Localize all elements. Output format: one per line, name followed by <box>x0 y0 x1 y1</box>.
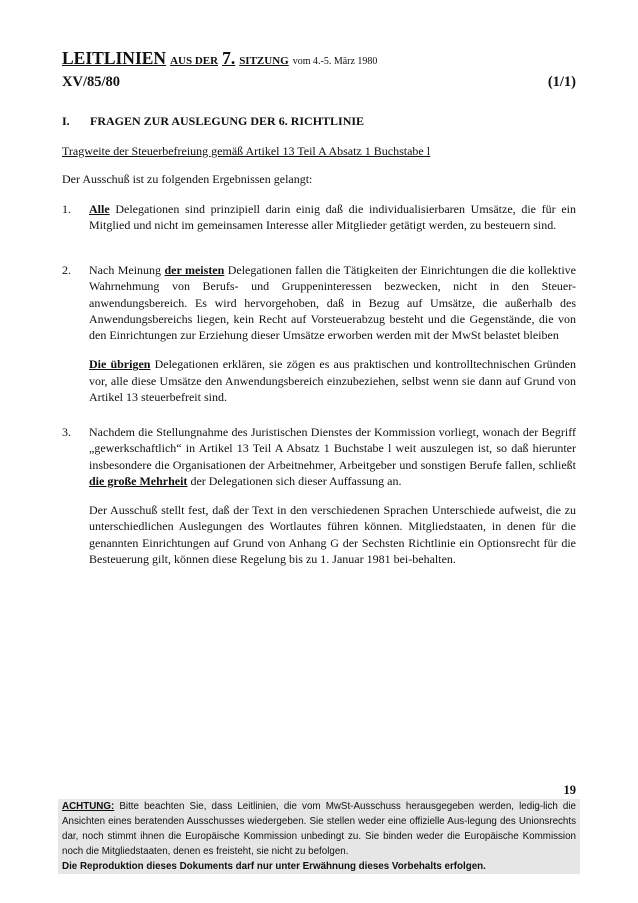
section-number: I. <box>62 114 70 128</box>
emphasis-text: Alle <box>89 202 110 216</box>
emphasis-text: der meisten <box>164 263 225 277</box>
disclaimer-text: ACHTUNG: Bitte beachten Sie, dass Leitlinien, die vom MwSt-Ausschuss herausgegeben werden, ledig-lich die Ansichten eines beratenden Ausschusses wiedergeben. Sie stellen weder eine offizielle Aus-legung des Unionsrechts dar, noch stimmt ihnen die Europäische Kommission unbedingt zu. Sie binden weder die Europäische Kommission noch die Mitgliedstaaten, denen es freisteht, sie nicht zu befolgen. <box>62 801 576 857</box>
disclaimer-label: ACHTUNG: <box>62 801 115 812</box>
document-title <box>62 48 377 69</box>
item-paragraph: Nachdem die Stellungnahme des Juristischen Dienstes der Kommission vorliegt, wonach der Begriff „gewerkschaftlich“ in Artikel 13 Teil A Absatz 1 Buchstabe l weit auszulegen ist, so daß hierunter insbesondere die Organisationen der Arbeitnehmer, Arbeitgeber und sonstigen Berufe fallen, schließt die große Mehrheit der Delegationen sich dieser Auffassung an. <box>89 425 576 488</box>
list-item <box>62 201 576 234</box>
title-date: vom 4.-5. März 1980 <box>292 56 378 67</box>
document-number: XV/85/80 <box>62 74 120 90</box>
title-session-number: 7. <box>222 48 236 68</box>
item-number: 1. <box>62 202 71 216</box>
section-heading <box>62 114 364 129</box>
list-item <box>62 262 576 405</box>
item-paragraph: Nach Meinung der meisten Delegationen fallen die Tätigkeiten der Einrichtungen die die kollektive Wahrnehmung von Berufs- und Gruppeninteressen bezwecken, nicht in den Steuer-anwendungsbereich. Es wird hervorgehoben, daß in Bezug auf Umsätze, die außerhalb des Anwendungsbereichs liegen, kein Recht auf Vorsteuerabzug besteht und die Gegenstände, die von den Einrichtungen zur Erziehung dieser Umsätze erworben werden mit der MwSt belastet bleiben <box>89 263 576 343</box>
title-leitlinien: LEITLINIEN <box>62 48 167 68</box>
item-number: 3. <box>62 425 71 439</box>
page-number: 19 <box>563 783 576 797</box>
disclaimer-reproduction-note: Die Reproduktion dieses Dokuments darf nur unter Erwähnung dieses Vorbehalts erfolgen. <box>62 861 486 872</box>
list-item <box>62 424 576 567</box>
page-reference: (1/1) <box>547 74 576 90</box>
disclaimer-box <box>58 799 580 874</box>
section-subtitle: Tragweite der Steuerbefreiung gemäß Artikel 13 Teil A Absatz 1 Buchstabe l <box>62 144 431 158</box>
item-paragraph: Alle Delegationen sind prinzipiell darin einig daß die individualisierbaren Umsätze, die für ein Mitglied und nicht im gemeinsamen Interesse aller Mitglieder getätigt werden, zu besteuern sind. <box>89 202 576 233</box>
title-sitzung: SITZUNG <box>239 55 289 67</box>
section-title: FRAGEN ZUR AUSLEGUNG DER 6. RICHTLINIE <box>90 114 365 128</box>
intro-text: Der Ausschuß ist zu folgenden Ergebnissen gelangt: <box>62 172 313 186</box>
item-paragraph: Der Ausschuß stellt fest, daß der Text in den verschiedenen Sprachen Unterschiede aufweist, die zu unterschiedlichen Auslegungen des Wortlautes führen können. Mitgliedstaaten, in denen für die genannten Einrichtungen auf Grund von Anhang G der Sechsten Richtlinie ein Optionsrecht für die Besteuerung gilt, können diese Regelung bis zu 1. Januar 1981 bei-behalten. <box>89 503 576 567</box>
item-paragraph: Die übrigen Delegationen erklären, sie zögen es aus praktischen und kontrolltechnischen Gründen vor, alle diese Umsätze den Anwendungsbereich einzubeziehen, selbst wenn sie dann auf Grund von Artikel 13 steuerbefreit sind. <box>89 357 576 405</box>
item-number: 2. <box>62 263 71 277</box>
title-aus-der: AUS DER <box>170 55 219 67</box>
emphasis-text: die große Mehrheit <box>89 473 188 488</box>
emphasis-text: Die übrigen <box>89 357 151 372</box>
